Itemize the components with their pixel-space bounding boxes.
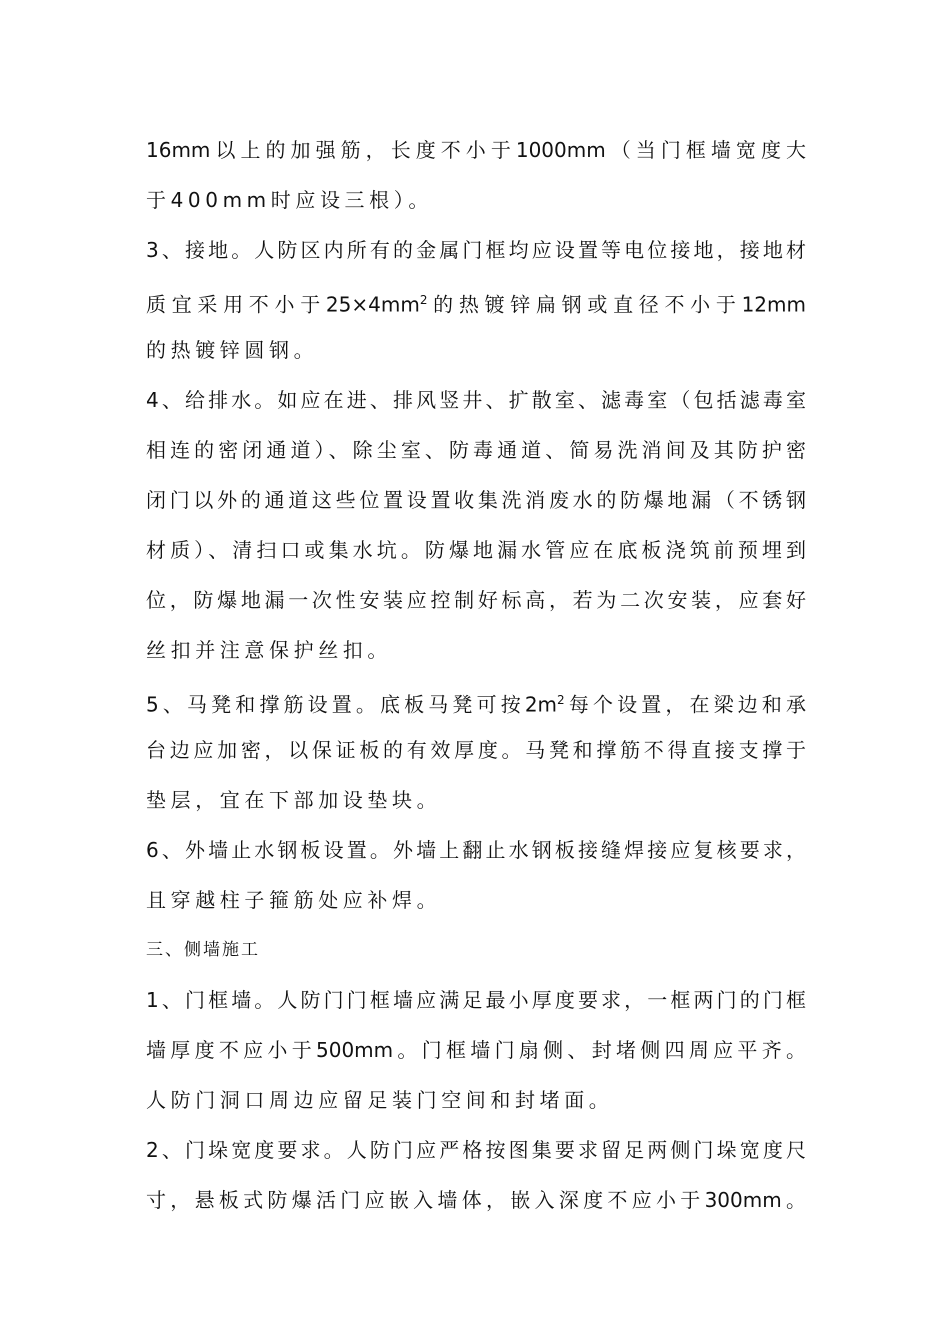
text-line: [146, 687, 806, 718]
text-line: 2、门垛宽度要求。人防门应严格按图集要求留足两侧门垛宽度尺: [146, 1138, 806, 1162]
text-line: 位，防爆地漏一次性安装应控制好标高，若为二次安装，应套好: [146, 588, 806, 612]
text-line: 墙厚度不应小于500mm。门框墙门扇侧、封堵侧四周应平齐。: [146, 1038, 806, 1062]
section-heading: 三、侧墙施工: [146, 940, 260, 960]
text-line: 丝扣并注意保护丝扣。: [146, 638, 392, 662]
text-segment: 5、马凳和撑筋设置。底板马凳可按2m: [146, 692, 558, 717]
text-segment: 质宜采用不小于25×4mm: [146, 292, 420, 317]
superscript: 2: [419, 293, 428, 307]
text-segment: 的热镀锌扁钢或直径不小于12mm: [427, 292, 806, 317]
text-line: 3、接地。人防区内所有的金属门框均应设置等电位接地，接地材: [146, 238, 806, 262]
text-line: 相连的密闭通道）、除尘室、防毒通道、简易洗消间及其防护密: [146, 438, 806, 462]
text-line: [146, 287, 806, 318]
text-line: 的热镀锌圆钢。: [146, 338, 319, 362]
text-line: 6、外墙止水钢板设置。外墙上翻止水钢板接缝焊接应复核要求，: [146, 838, 806, 862]
superscript: 2: [557, 693, 565, 707]
text-segment: 每个设置，在梁边和承: [564, 692, 807, 717]
text-line: 台边应加密，以保证板的有效厚度。马凳和撑筋不得直接支撑于: [146, 738, 806, 762]
text-line: 16mm以上的加强筋，长度不小于1000mm（当门框墙宽度大: [146, 138, 806, 162]
text-line: 人防门洞口周边应留足装门空间和封堵面。: [146, 1088, 614, 1112]
text-line: 且穿越柱子箍筋处应补焊。: [146, 888, 442, 912]
text-line: 闭门以外的通道这些位置设置收集洗消废水的防爆地漏（不锈钢: [146, 488, 806, 512]
text-line: 材质）、清扫口或集水坑。防爆地漏水管应在底板浇筑前预埋到: [146, 538, 806, 562]
text-line: 寸，悬板式防爆活门应嵌入墙体，嵌入深度不应小于300mm。: [146, 1188, 806, 1212]
text-line: 4、给排水。如应在进、排风竖井、扩散室、滤毒室（包括滤毒室: [146, 388, 806, 412]
text-line: 于400mm时应设三根）。: [146, 188, 433, 212]
text-line: 1、门框墙。人防门门框墙应满足最小厚度要求，一框两门的门框: [146, 988, 806, 1012]
text-line: 垫层，宜在下部加设垫块。: [146, 788, 442, 812]
